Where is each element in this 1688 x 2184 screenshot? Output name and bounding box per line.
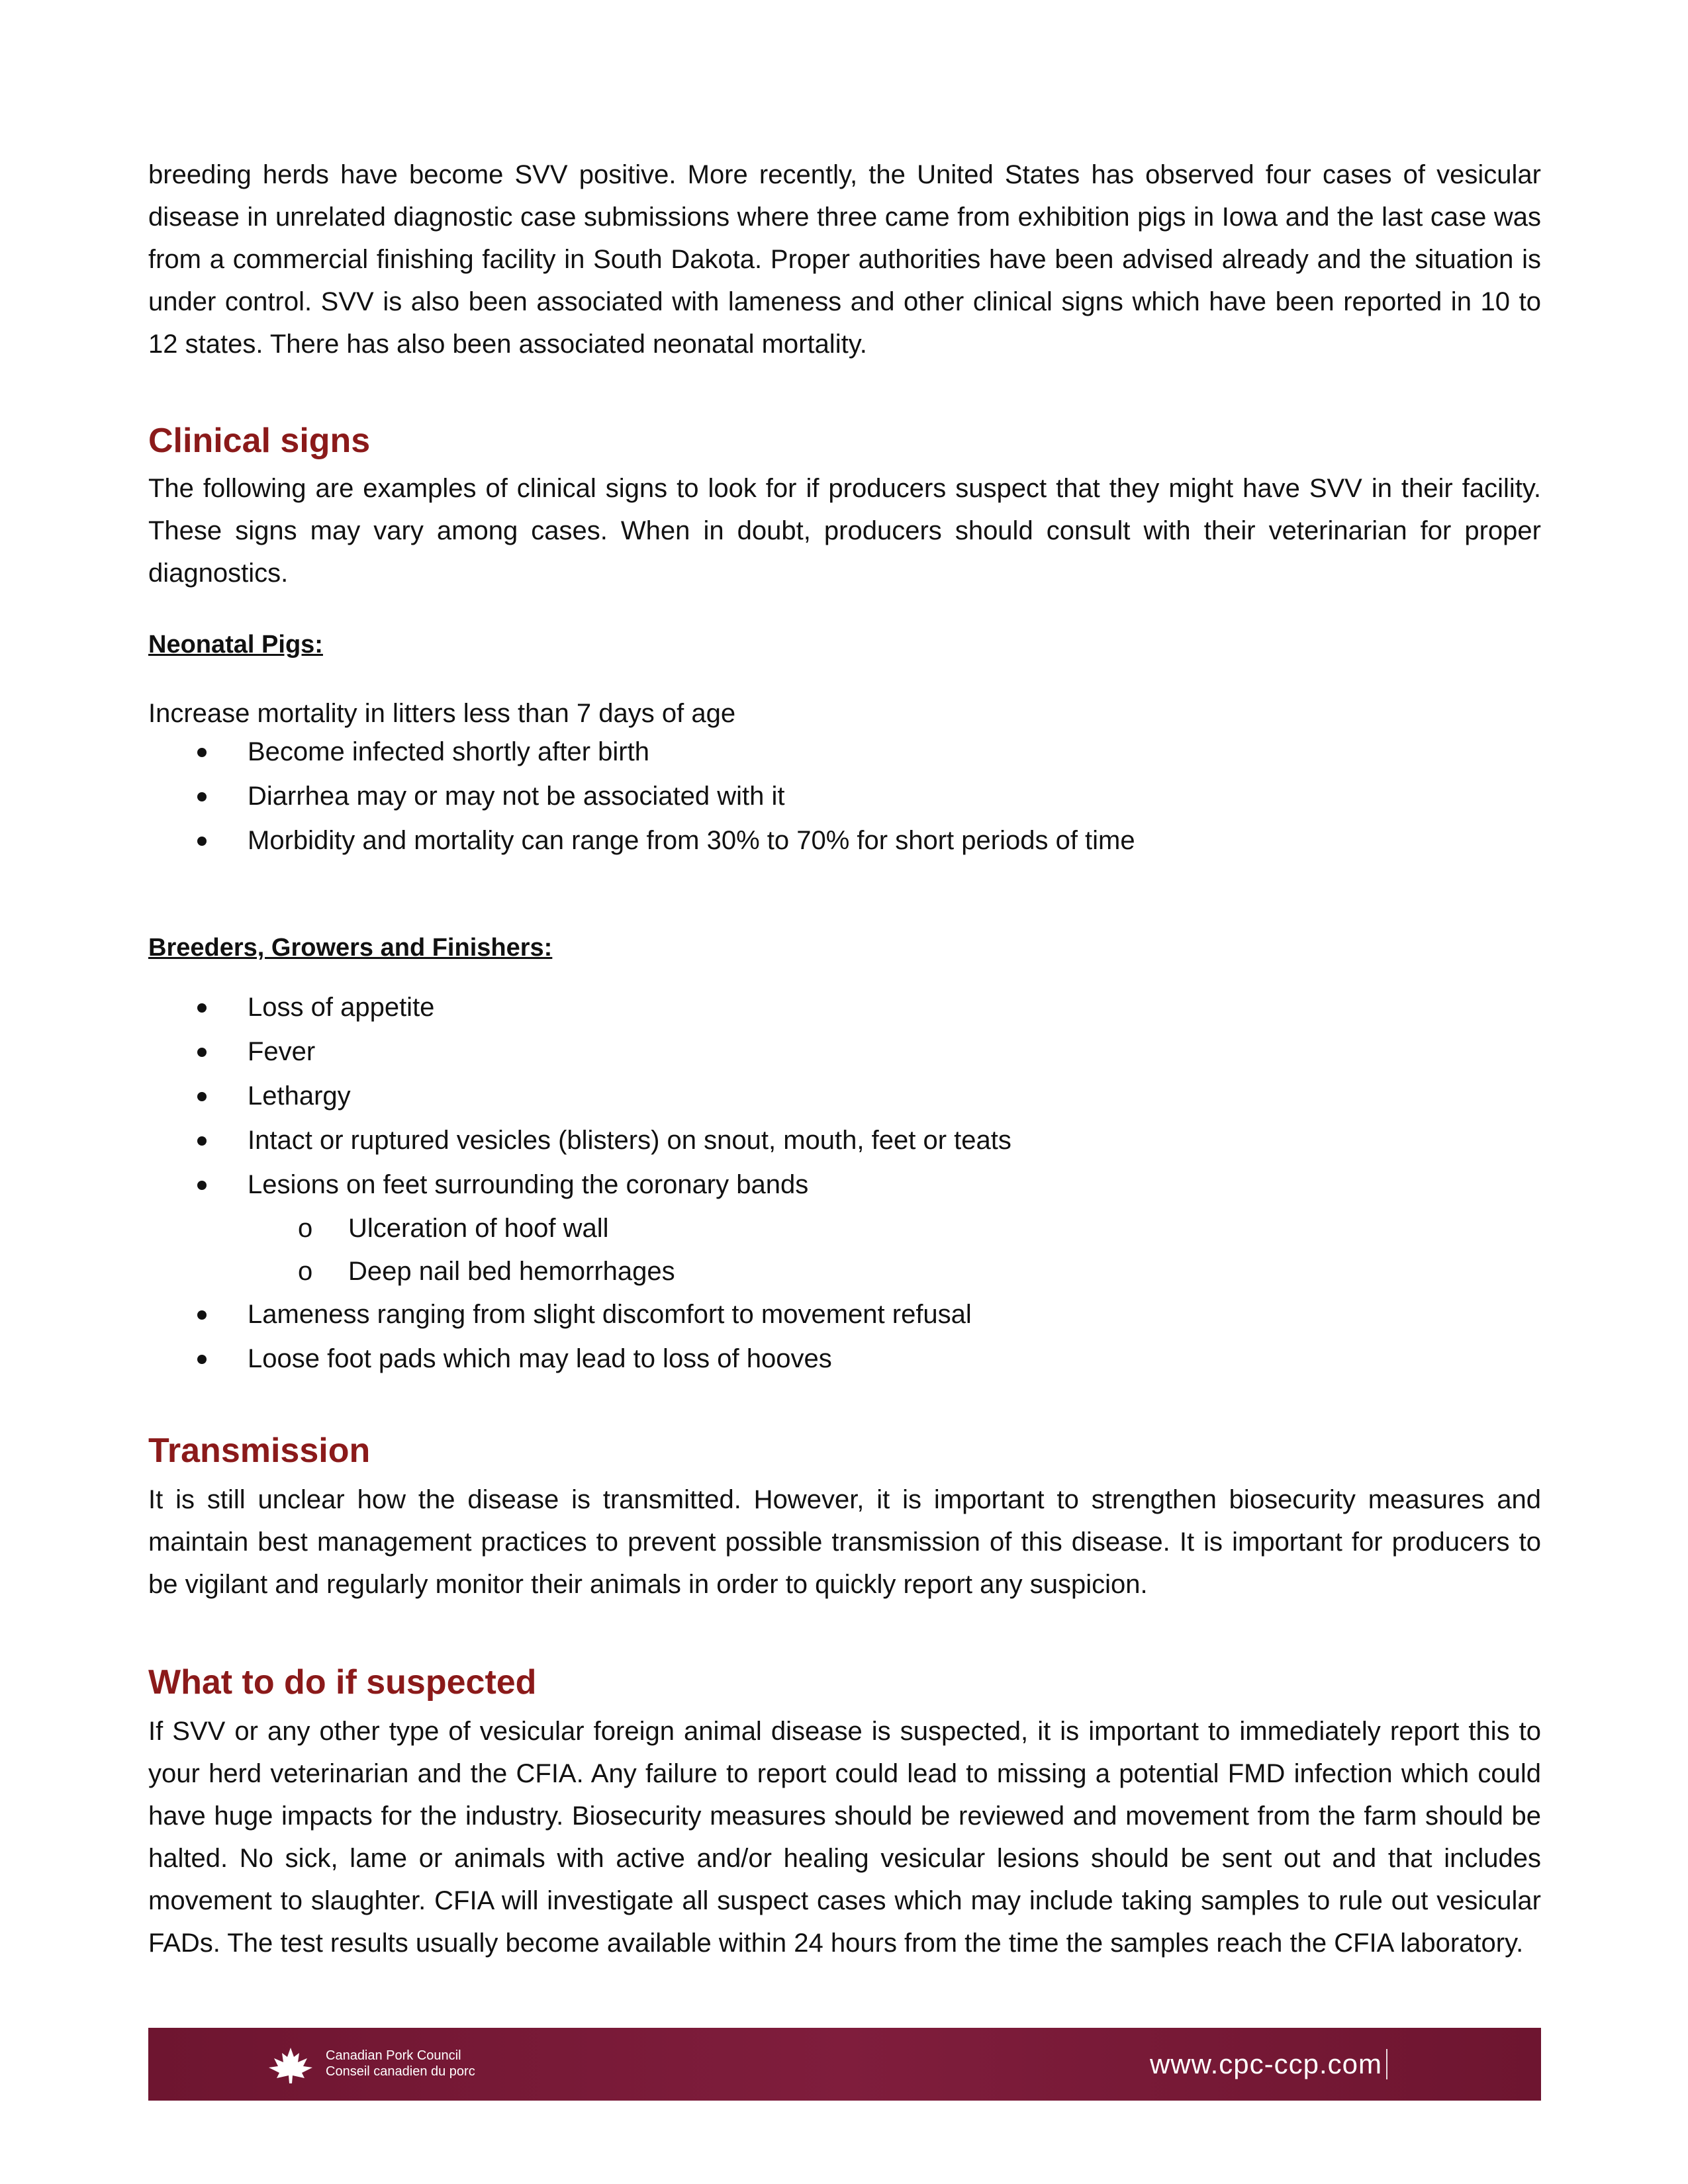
bullet-icon xyxy=(197,1003,207,1013)
sub-bullet-icon: o xyxy=(298,1214,313,1243)
bullet-icon xyxy=(197,1355,207,1364)
bullet-icon xyxy=(197,1048,207,1057)
transmission-paragraph: It is still unclear how the disease is transmitted. However, it is important to strengthen biosecurity measures and maintain best management practices to prevent possible transmission of this disease. It is important for producers to be vigilant and regularly monitor their animals in order to quickly report any suspicion. xyxy=(148,1485,1541,1599)
bullet-icon xyxy=(197,748,207,757)
document-page: breeding herds have become SVV positive. More recently, the United States has observed four cases of vesicular disease in unrelated diagnostic case submissions where three came from exhibition pigs in Iowa and the last case was from a commercial finishing facility in South Dakota. Proper authorities have been advised already and the situation is under control. SVV is also been associated with lameness and other clinical signs which have been reported in 10 to 12 states. There has also been associated neonatal mortality. Clinical signs The following are examples of clinical signs to look for if producers suspect that they might have SVV in their facility. These signs may vary among cases. When in doubt, producers should consult with their veterinarian for proper diagnostics. Neonatal Pigs: Increase mortality in litters less than 7 days of age Become infected shortly after birth Diarrhea may or may not be associated with it Morbidity and mortality can range from 30% to 70% for short periods of time Breeders, Growers and Finishers: Loss of appetite Fever Lethargy Intact or ruptured vesicles (blisters) on snout, mouth, feet or teats Lesions on feet surrounding the coronary bands o Ulceration of hoof wall o Deep nail bed hemorrhages Lameness ranging from slight discomfort to movement refusal Loose foot pads which may lead to loss of hooves Transmission It is still unclear how the disease is transmitted. However, it is important to strengthen biosecurity measures and maintain best management practices to prevent possible transmission of this disease. It is important for producers to be vigilant and regularly monitor their animals in order to quickly report any suspicion. What to do if suspected If SVV or any other type of vesicular foreign animal disease is suspected, it is important to immediately report this to your herd veterinarian and the CFIA. Any failure to report could lead to missing a potential FMD infection which could have huge impacts for the industry. Biosecurity measures should be reviewed and movement from the farm should be halted. No sick, lame or animals with active and/or healing vesicular lesions should be sent out and that includes movement to slaughter. CFIA will investigate all suspect cases which may include taking samples to rule out vesicular FADs. The test results usually become available within 24 hours from the time the samples reach the CFIA laboratory. Canadian Pork Council Conseil canadien du porc www.cpc-ccp.com xyxy=(0,0,1688,2184)
bullet-icon xyxy=(197,792,207,801)
bullet-icon xyxy=(197,1310,207,1320)
neonatal-subheading: Neonatal Pigs: xyxy=(148,631,323,659)
suspected-paragraph: If SVV or any other type of vesicular foreign animal disease is suspected, it is important to immediately report this to your herd veterinarian and the CFIA. Any failure to report could lead to missing a potential FMD infection which could have huge impacts for the industry. Biosecurity measures should be reviewed and movement from the farm should be halted. No sick, lame or animals with active and/or healing vesicular lesions should be sent out and that includes movement to slaughter. CFIA will investigate all suspect cases which may include taking samples to rule out vesicular FADs. The test results usually become available within 24 hours from the time the samples reach the CFIA laboratory. xyxy=(148,1717,1541,1958)
breeders-subheading: Breeders, Growers and Finishers: xyxy=(148,934,553,962)
org-name-fr: Conseil canadien du porc xyxy=(326,2064,475,2079)
clinical-signs-heading: Clinical signs xyxy=(148,422,371,460)
transmission-heading: Transmission xyxy=(148,1432,371,1470)
maple-leaf-logo-icon xyxy=(261,2045,320,2085)
clinical-signs-paragraph: The following are examples of clinical signs to look for if producers suspect that they might have SVV in their facility. These signs may vary among cases. When in doubt, producers should consult with their veterinarian for proper diagnostics. xyxy=(148,474,1541,588)
intro-paragraph: breeding herds have become SVV positive. More recently, the United States has observed four cases of vesicular disease in unrelated diagnostic case submissions where three came from exhibition pigs in Iowa and the last case was from a commercial finishing facility in South Dakota. Proper authorities have been advised already and the situation is under control. SVV is also been associated with lameness and other clinical signs which have been reported in 10 to 12 states. There has also been associated neonatal mortality. xyxy=(148,160,1541,359)
footer-divider xyxy=(1386,2049,1387,2079)
bullet-icon xyxy=(197,1092,207,1101)
footer-org-name xyxy=(326,2048,475,2079)
neonatal-lead: Increase mortality in litters less than 7 days of age xyxy=(148,699,736,728)
bullet-icon xyxy=(197,1136,207,1146)
bullet-icon xyxy=(197,837,207,846)
suspected-heading: What to do if suspected xyxy=(148,1663,537,1702)
footer-url-link[interactable]: www.cpc-ccp.com xyxy=(1149,2048,1382,2079)
footer-banner xyxy=(148,2028,1541,2101)
bullet-icon xyxy=(197,1181,207,1190)
sub-bullet-icon: o xyxy=(298,1257,313,1286)
org-name-en: Canadian Pork Council xyxy=(326,2048,461,2063)
